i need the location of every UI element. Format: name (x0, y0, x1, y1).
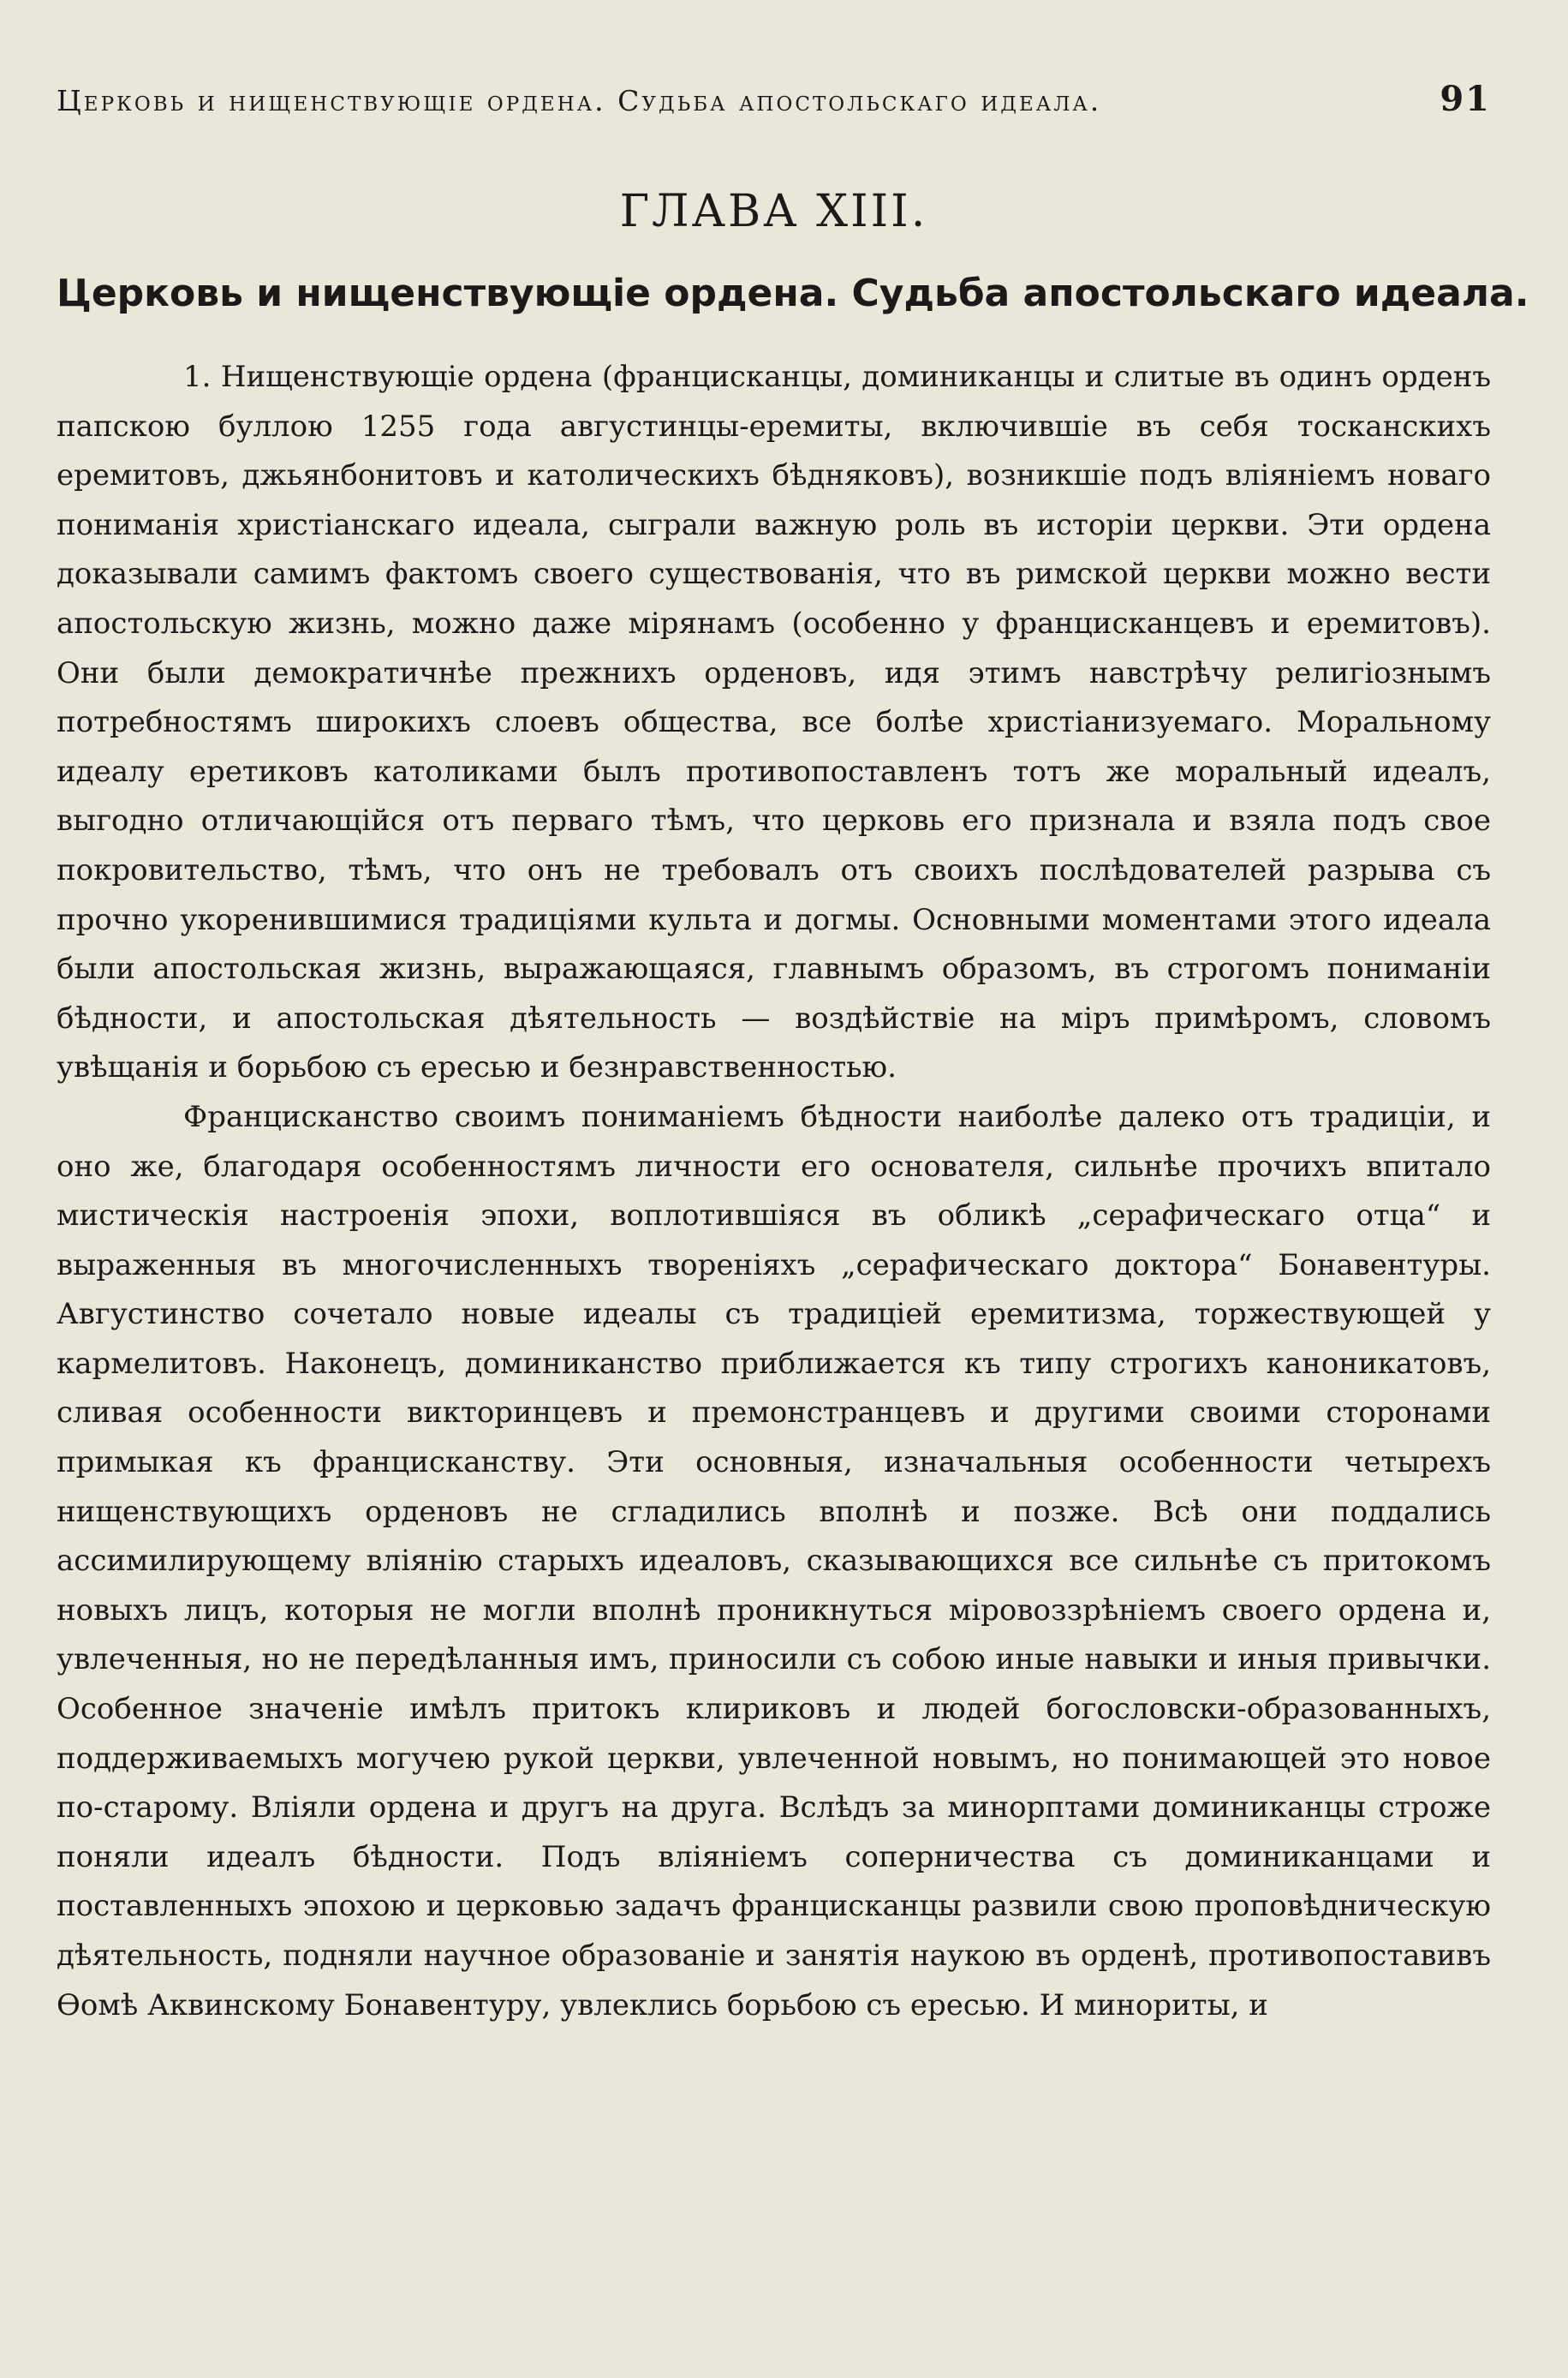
page-number: 91 (1440, 79, 1491, 119)
body-text (57, 353, 1491, 2030)
chapter-title: Церковь и нищенствующіе ордена. Судьба апостольскаго идеала. (57, 272, 1529, 315)
chapter-label: ГЛАВА XIII. (619, 186, 928, 237)
running-head (57, 79, 1491, 119)
paragraph-2: Францисканство своимъ пониманіемъ бѣдности наиболѣе далеко отъ традиціи, и оно же, благодаря особенностямъ личности его основателя, сильнѣе прочихъ впитало мистическія настроенія эпохи, воплотившіяся въ обликѣ „серафическаго отца“ и выраженныя въ многочисленныхъ твореніяхъ „серафическаго доктора“ Бонавентуры. Августинство сочетало новые идеалы съ традиціей еремитизма, торжествующей у кармелитовъ. Наконецъ, доминиканство приближается къ типу строгихъ каноникатовъ, сливая особенности викторинцевъ и премонстранцевъ и другими своими сторонами примыкая къ францисканству. Эти основныя, изначальныя особенности четырехъ нищенствующихъ орденовъ не сгладились вполнѣ и позже. Всѣ они поддались ассимилирующему вліянію старыхъ идеаловъ, сказывающихся все сильнѣе съ притокомъ новыхъ лицъ, которыя не могли вполнѣ проникнуться міровоззрѣніемъ своего ордена и, увлеченныя, но не передѣланныя имъ, приносили съ собою иные навыки и иныя привычки. Особенное значеніе имѣлъ притокъ клириковъ и людей богословски-образованныхъ, поддерживаемыхъ могучею рукой церкви, увлеченной новымъ, но понимающей это новое по-старому. Вліяли ордена и другъ на друга. Вслѣдъ за минорптами доминиканцы строже поняли идеалъ бѣдности. Подъ вліяніемъ соперничества съ доминиканцами и поставленныхъ эпохою и церковью задачъ францисканцы развили свою проповѣдническую дѣятельность, подняли научное образованіе и занятія наукою въ орденѣ, противопоставивъ Ѳомѣ Аквинскому Бонавентуру, увлеклись борьбою съ ересью. И минориты, и (57, 1099, 1491, 2022)
running-head-title: Церковь и нищенствующіе ордена. Судьба апостольскаго идеала. (57, 84, 1102, 117)
paragraph-1: 1. Нищенствующіе ордена (францисканцы, доминиканцы и слитые въ одинъ орденъ папскою буллою 1255 года августинцы-еремиты, включившіе въ себя тосканскихъ еремитовъ, джьянбонитовъ и католическихъ бѣдняковъ), возникшіе подъ вліяніемъ новаго пониманія христіанскаго идеала, сыграли важную роль въ исторіи церкви. Эти ордена доказывали самимъ фактомъ своего существованія, что въ римской церкви можно вести апостольскую жизнь, можно даже мірянамъ (особенно у францисканцевъ и еремитовъ). Они были демократичнѣе прежнихъ орденовъ, идя этимъ навстрѣчу религіознымъ потребностямъ широкихъ слоевъ общества, все болѣе христіанизуемаго. Моральному идеалу еретиковъ католиками былъ противопоставленъ тотъ же моральный идеалъ, выгодно отличающійся отъ перваго тѣмъ, что церковь его признала и взяла подъ свое покровительство, тѣмъ, что онъ не требовалъ отъ своихъ послѣдователей разрыва съ прочно укоренившимися традиціями культа и догмы. Основными моментами этого идеала были апостольская жизнь, выражающаяся, главнымъ образомъ, въ строгомъ пониманіи бѣдности, и апостольская дѣятельность — воздѣйствіе на міръ примѣромъ, словомъ увѣщанія и борьбою съ ересью и безнравственностью. (57, 360, 1491, 1085)
